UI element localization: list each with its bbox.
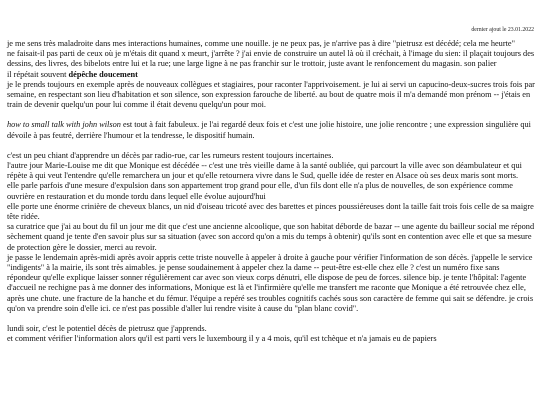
paragraph: je me sens très maladroite dans mes interactions humaines, comme une nouille. je ne peux pas, je n'arrive pas à dire "pietrusz est décédé; cela me heurte" <box>7 39 515 48</box>
italic-title: how to small talk with john wilson <box>7 120 121 130</box>
paragraph: l'autre jour Marie-Louise me dit que Monique est décédée -- c'est une très vieille dame à la santé oubliée, qui parcourt la ville avec son déambulateur et qui répète à qui veut l'entendre qu'elle remarchera un jour et qu'elle retournera vivre dans le Sud, quelle idée de rester en Alsace où ses deux maris sont morts. <box>7 161 522 181</box>
paragraph: elle parle parfois d'une mesure d'expulsion dans son appartement trop grand pour elle, d'un fils dont elle n'a plus de nouvelles, de son expérience comme ouvrière en restauration et du monde tordu dans lequel elle évolue aujourd'hui <box>7 181 513 201</box>
paragraph <box>7 120 535 140</box>
text-run: il répétait souvent <box>7 69 69 79</box>
paragraph: c'est un peu chiant d'apprendre un décès par radio-rue, car les rumeurs restent toujours incertaines. <box>7 150 334 160</box>
paragraph: je passe le lendemain après-midi après avoir appris cette triste nouvelle à appeler à droite à gauche pour vérifier l'information de son décès. j'appelle le service "indigents" à la mairie, ils sont très aimables. je pense soudainement à appeler chez la dame -- peut-être est-elle chez elle ? c'est un numéro fixe sans répondeur qu'elle explique laisser sonner régulièrement car avec son vieux corps dénutri, elle dispose de peu de forces. silence bip. je tente l'hôpital: l'agente d'accueil ne rechigne pas à me donner des informations, Monique est là et l'infirmière qu'elle me transfert me raconte que Monique a été retrouvée chez elle, après une chute. une fracture de la hanche et du fémur. l'équipe a repéré ses troubles cognitifs cachés sous son caractère de femme qui sait se défendre. je crois qu'on va prendre soin d'elle ici. ce n'est pas possible d'aller lui rendre visite à cause du "plan blanc covid". <box>7 252 534 313</box>
paragraph: lundi soir, c'est le potentiel décès de pietrusz que j'apprends. <box>7 324 207 334</box>
paragraph: je le prends toujours en exemple après de nouveaux collègues et stagiaires, pour raconter l'apprivoisement. je lui ai servi un capucino-deux-sucres trois fois par semaine, en respectant son lieu d'habitation et son silence, son expression farouche de liberté. au bout de quatre mois il m'a demandé mon prénom -- j'étais en train de devenir quelqu'un pour lui comme il était devenu quelqu'un pour moi. <box>7 79 535 110</box>
bold-quote: dépêche doucement <box>68 69 138 79</box>
paragraph: sa curatrice que j'ai au bout du fil un jour me dit que c'est une ancienne alcoolique, que son habitat déborde de bazar -- une agente du bailleur social me répond sèchement quand je tente d'en savoir plus sur sa situation (avec son accord qu'on a mis du temps à obtenir) qu'ils sont en contention avec elle et que sa mesure de protection gère le dossier, merci au revoir. <box>7 222 535 252</box>
paragraph: elle porte une énorme crinière de cheveux blancs, un nid d'oiseau tricoté avec des barettes et pinces poussiéreuses dont la taille fait trois fois celle de sa maigre tête ridée. <box>7 201 534 222</box>
paragraph: et comment vérifier l'information alors qu'il est parti vers le luxembourg il y a 4 mois, qu'il est tchèque et n'a jamais eu de papiers <box>7 334 437 344</box>
paragraph: ne faisait-il pas parti de ceux où je m'étais dit quand x meurt, j'arrête ? j'ai envie de construire un autel là où il créchait, à l'image du sien: il plaçait toujours des dessins, des livres, des bibelots entre lui et la rue; une large ligne à ne pas franchir sur le trottoir, juste avant le renfoncement du magasin. son palier <box>7 49 535 69</box>
last-updated-date: dernier ajout le 23.01.2022 <box>471 27 534 33</box>
journal-entry <box>7 39 535 344</box>
text-run: est tout à fait fabuleux. je l'ai regardé deux fois et c'est une jolie histoire, une jolie rencontre ; une expression singulière qui dévoile à pas feutré, derrière l'humour et la tendresse, le dispositif humain. <box>7 120 531 140</box>
paragraph <box>7 70 535 80</box>
